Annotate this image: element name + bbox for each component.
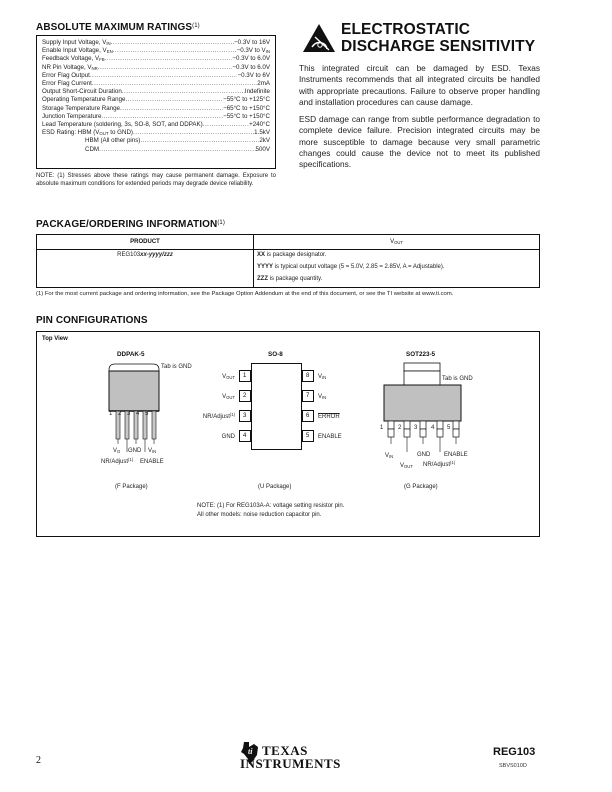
ddpak-pin-vin [148, 447, 156, 455]
vout-cell [257, 249, 445, 285]
pins-heading: PIN CONFIGURATIONS [36, 315, 148, 326]
ordering-table-header [37, 235, 539, 250]
rating-label-group [42, 146, 99, 154]
ddpak-pin-number: 2 [118, 411, 122, 417]
rating-label: Error Flag Output [42, 71, 90, 79]
ratings-row [42, 72, 270, 80]
rating-label-sub: OUT [99, 131, 109, 137]
ddpak-pin-enable: ENABLE [140, 459, 164, 465]
pin-sub: OUT [226, 375, 235, 381]
vout-line [257, 249, 445, 261]
pin-note: (1) [229, 411, 235, 417]
rating-value [259, 137, 270, 145]
rating-value-text: −0.3V to 6.0V [232, 63, 270, 71]
pin-sub: IN [152, 449, 157, 455]
so8-label-nr-adjust [203, 413, 235, 421]
so8-pin-7: 7 [302, 390, 314, 402]
rating-label-group [42, 105, 120, 113]
rating-label: ESD Rating: HBM (V [42, 129, 100, 137]
pin-note-line1: NOTE: (1) For REG103A-A: voltage setting resistor pin. [197, 503, 345, 509]
rating-value [223, 113, 270, 121]
ordering-title: PACKAGE/ORDERING INFORMATION [36, 219, 218, 230]
leader-dots [203, 121, 249, 129]
rating-label: Supply Input Voltage, V [42, 39, 107, 46]
rating-value-text: 1.5kV [254, 129, 270, 137]
sot223-tab-label: Tab is GND [442, 376, 473, 382]
rating-label-group [42, 64, 98, 72]
rating-value-sub: IN [265, 49, 270, 55]
product-cell [37, 249, 253, 261]
pin-sub: IN [389, 454, 394, 460]
ratings-note: NOTE: (1) Stresses above these ratings may cause permanent damage. Exposure to absolute maximum conditions for extended periods may degrade device reliability. [36, 173, 276, 187]
rating-label-tail: to GND) [108, 129, 133, 137]
rating-label-group [42, 137, 140, 145]
ratings-row [42, 137, 270, 145]
ddpak-pin-number: 3 [127, 411, 131, 417]
top-view-label: Top View [42, 336, 68, 342]
rating-value [256, 146, 270, 154]
esd-title-line1: ELECTROSTATIC [341, 21, 471, 38]
so8-label-error: ERROR [318, 414, 340, 420]
leader-dots [99, 146, 255, 154]
ordering-table [36, 234, 540, 288]
leader-dots [133, 129, 254, 137]
product-suffix: xx-yyyy/zzz [140, 252, 173, 258]
ratings-rows [42, 39, 270, 154]
vout-line [257, 261, 445, 273]
ddpak-pin-nr-adjust [101, 458, 133, 466]
vout-line [257, 273, 445, 285]
esd-paragraph-1: This integrated circuit can be damaged by ESD. Texas Instruments recommends that all integrated circuits be handled with appropriate precautions. Failure to observe proper handling and installation procedures can cause damage. [299, 63, 540, 107]
svg-text:ti: ti [248, 747, 253, 756]
so8-label-gnd: GND [221, 434, 235, 440]
rating-value [232, 55, 270, 63]
rating-value-text: −0.3V to 6.0V [232, 55, 270, 63]
rating-label: Enable Input Voltage, V [42, 47, 107, 55]
column-header-vout [254, 239, 539, 245]
rating-label-group [42, 129, 133, 137]
rating-value [232, 64, 270, 72]
vout-line-key: ZZZ [257, 276, 268, 282]
pin-label: NR/Adjust [423, 462, 451, 468]
esd-title [341, 21, 535, 55]
rating-label-group [42, 47, 113, 55]
rating-label: NR Pin Voltage, V [42, 63, 92, 71]
ratings-heading [36, 22, 200, 33]
pin-sub: OUT [404, 464, 413, 470]
ratings-row [42, 96, 270, 104]
pin-label: V [113, 448, 118, 454]
rating-value-text: −0.3V to 16V [234, 39, 270, 46]
rating-label-sub: FB [99, 57, 105, 63]
rating-label: Junction Temperature [42, 112, 102, 120]
rating-value-text: 500V [255, 145, 270, 153]
sot223-pin-gnd: GND [417, 452, 431, 458]
rating-value-text: −0.3V to V [236, 47, 266, 55]
pin-label: V [222, 374, 227, 380]
so8-pin-3: 3 [239, 410, 251, 422]
pin-config-box [36, 331, 540, 537]
rating-value-text: −0.3V to 6V [237, 71, 270, 79]
rating-value-text: −55°C to +150°C [223, 112, 270, 120]
ddpak-pin-vo [113, 447, 120, 455]
rating-label: Storage Temperature Range [42, 104, 120, 112]
pin-label: NR/Adjust [101, 459, 129, 465]
rating-value-text: −55°C to +125°C [223, 96, 270, 104]
leader-dots [90, 72, 238, 80]
pin-sub: IN [322, 395, 327, 401]
ddpak-pin-gnd: GND [128, 448, 142, 454]
ratings-row [42, 80, 270, 88]
ratings-row [42, 64, 270, 72]
ti-logo-line2: INSTRUMENTS [240, 756, 341, 771]
esd-title-line2: DISCHARGE SENSITIVITY [341, 38, 536, 55]
rating-value [234, 39, 270, 47]
rating-label-group [42, 121, 203, 129]
sot223-pin-number: 4 [431, 425, 435, 431]
rating-value [223, 96, 270, 104]
rating-label-group [42, 72, 90, 80]
sot223-pin-number: 5 [447, 425, 451, 431]
pin-label: V [318, 374, 323, 380]
ratings-title: ABSOLUTE MAXIMUM RATINGS [36, 22, 193, 33]
ratings-row [42, 113, 270, 121]
page-number: 2 [36, 755, 41, 766]
ddpak-outline-icon [107, 362, 167, 455]
so8-package-label: (U Package) [258, 484, 292, 490]
so8-label-vout [222, 393, 235, 401]
ratings-row [42, 39, 270, 47]
pin-note-line2: All other models: noise reduction capacitor pin. [197, 512, 322, 518]
pin-note: (1) [450, 459, 456, 465]
rating-label: HBM (All other pins) [85, 137, 141, 145]
ratings-row [42, 105, 270, 113]
rating-label-group [42, 113, 101, 121]
pin-label: V [385, 453, 390, 459]
ddpak-tab-label: Tab is GND [161, 364, 192, 370]
ratings-title-note: (1) [192, 23, 200, 29]
vout-line-text: is package designator. [265, 252, 327, 258]
sot223-pin-nr-adjust [423, 461, 455, 469]
so8-pin-5: 5 [302, 430, 314, 442]
sot223-pin-number: 1 [380, 425, 384, 431]
leader-dots [111, 39, 234, 47]
document-id: SBVS010D [499, 763, 527, 769]
pin-label: V [400, 463, 405, 469]
esd-paragraph-2: ESD damage can range from subtle performance degradation to complete device failure. Precision integrated circuits may be more susceptible to damage because very small parametric changes could cause the device not to meet its published specifications. [299, 114, 540, 170]
rating-label: Output Short-Circuit Duration [42, 88, 122, 96]
ratings-row [42, 121, 270, 129]
ratings-row [42, 88, 270, 96]
ddpak-title: DDPAK-5 [117, 351, 145, 358]
sot223-title: SOT223-5 [406, 351, 436, 358]
rating-value-text: −65°C to +150°C [223, 104, 270, 112]
ddpak-package-drawing [107, 362, 167, 455]
rating-value [254, 129, 270, 137]
leader-dots [101, 113, 223, 121]
ordering-footnote: (1) For the most current package and ordering information, see the Package Option Addendum at the end of this document, or see the TI website at www.ti.com. [36, 291, 454, 297]
ordering-title-note: (1) [217, 220, 225, 226]
ratings-table [36, 35, 276, 169]
rating-value-text: Indefinite [244, 88, 270, 96]
vout-label: V [390, 239, 395, 245]
part-number: REG103 [493, 746, 536, 758]
so8-label-vin [318, 393, 326, 401]
rating-label-group [42, 96, 125, 104]
sot223-pin-number: 2 [398, 425, 402, 431]
rating-label-group [42, 88, 122, 96]
rating-label-sub: IN [106, 41, 111, 47]
sot223-pin-number: 3 [414, 425, 418, 431]
pin-sub: OUT [226, 395, 235, 401]
rating-label-sub: EN [106, 49, 113, 55]
rating-label-sub: NR [91, 65, 98, 71]
rating-value-text: 2kV [259, 137, 270, 145]
rating-value-text: +240°C [249, 121, 270, 129]
ddpak-pin-number: 4 [136, 411, 140, 417]
vout-line-key: XX [257, 252, 266, 258]
rating-value [237, 47, 270, 55]
leader-dots [125, 96, 223, 104]
product-prefix: REG103 [117, 252, 141, 258]
ordering-heading [36, 219, 225, 230]
leader-dots [92, 80, 257, 88]
leader-dots [98, 64, 233, 72]
vout-sub: OUT [394, 240, 403, 246]
rating-value [257, 80, 270, 88]
so8-pin-6: 6 [302, 410, 314, 422]
so8-pin-2: 2 [239, 390, 251, 402]
leader-dots [113, 47, 237, 55]
rating-value [249, 121, 270, 129]
pin-label: V [222, 394, 227, 400]
ddpak-pin-number: 5 [145, 411, 149, 417]
ddpak-pin-number: 1 [109, 411, 113, 417]
rating-label: Lead Temperature (soldering, 3s, SO-8, SOT, and DDPAK) [42, 121, 203, 129]
rating-value [223, 105, 270, 113]
column-header-product: PRODUCT [130, 239, 160, 245]
rating-value [245, 88, 270, 96]
leader-dots [140, 137, 259, 145]
so8-body [251, 363, 302, 450]
leader-dots [122, 88, 245, 96]
pin-label: V [148, 448, 153, 454]
pin-sub: IN [322, 375, 327, 381]
so8-pin-4: 4 [239, 430, 251, 442]
pin-label: V [318, 394, 323, 400]
rating-label-group [42, 80, 92, 88]
ddpak-package-label: (F Package) [115, 484, 148, 490]
sot223-pin-vout [400, 462, 413, 470]
ti-logo-line1: TEXAS [262, 743, 308, 758]
vout-line-text: is package quantity. [268, 276, 323, 282]
so8-pin-1: 1 [239, 370, 251, 382]
so8-label-vout [222, 373, 235, 381]
ratings-row [42, 129, 270, 137]
rating-label: Error Flag Current [42, 80, 92, 88]
vout-line-key: YYYY [257, 264, 274, 270]
sot223-package-label: (G Package) [404, 484, 438, 490]
so8-label-enable: ENABLE [318, 434, 342, 440]
rating-label: CDM [85, 145, 100, 153]
leader-dots [105, 55, 233, 63]
rating-label: Feedback Voltage, V [42, 55, 100, 63]
sot223-pin-enable: ENABLE [444, 452, 468, 458]
pin-label: NR/Adjust [202, 414, 230, 420]
leader-dots [120, 105, 223, 113]
ratings-row [42, 47, 270, 55]
rating-label-group [42, 55, 105, 63]
rating-value [237, 72, 270, 80]
rating-label-group [42, 39, 111, 47]
rating-value-text: 2mA [257, 80, 270, 88]
vout-line-text: is typical output voltage (5 = 5.0V, 2.85 = 2.85V, A = Adjustable). [273, 264, 445, 270]
pin-sub: O [117, 449, 121, 455]
ratings-row [42, 55, 270, 63]
so8-pin-8: 8 [302, 370, 314, 382]
pin-note: (1) [128, 456, 134, 462]
so8-title: SO-8 [268, 351, 283, 358]
ratings-row [42, 146, 270, 154]
rating-label: Operating Temperature Range [42, 96, 126, 104]
table-divider [253, 235, 254, 287]
so8-label-vin [318, 373, 326, 381]
sot223-pin-vin [385, 452, 393, 460]
esd-warning-triangle-icon [302, 23, 336, 53]
